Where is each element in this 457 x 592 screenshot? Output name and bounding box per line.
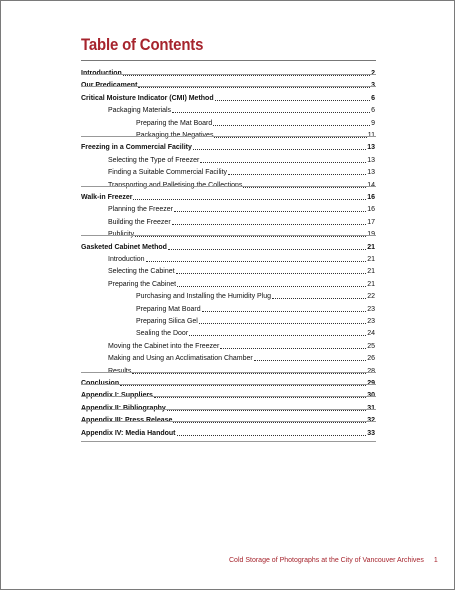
toc-entry-page-number: 32 [367, 417, 375, 425]
toc-entry-label: Planning the Freezer [108, 206, 173, 214]
toc-entry-page-number: 24 [367, 330, 375, 338]
toc-entry-label: Appendix I: Suppliers [81, 392, 153, 400]
toc-entry-page-number: 13 [367, 169, 375, 177]
toc-entry[interactable] [108, 156, 375, 165]
toc-entry[interactable] [136, 119, 375, 128]
section-divider [81, 384, 376, 385]
toc-entry[interactable] [108, 168, 375, 177]
section-divider [81, 136, 376, 137]
toc-entry[interactable] [108, 280, 375, 289]
toc-entry-page-number: 29 [367, 380, 375, 387]
toc-entry-label: Appendix IV: Media Handout [81, 429, 176, 437]
section-divider [81, 441, 376, 442]
section-divider [81, 409, 376, 410]
toc-entry[interactable] [81, 429, 375, 438]
toc-entry-label: Introduction [81, 70, 122, 77]
dot-leader [200, 156, 366, 163]
section-divider [81, 86, 376, 87]
section-divider [81, 396, 376, 397]
toc-entry[interactable] [108, 218, 375, 227]
toc-entry-page-number: 19 [367, 231, 375, 239]
toc-entry-page-number: 16 [367, 194, 375, 201]
toc-entry-page-number: 6 [371, 94, 375, 102]
toc-entry-page-number: 33 [367, 429, 375, 437]
toc-entry-page-number: 16 [367, 206, 375, 214]
toc-entry[interactable] [81, 94, 375, 103]
section-divider [81, 74, 376, 75]
dot-leader [146, 255, 367, 262]
toc-entry-label: Making and Using an Acclimatisation Chamber [108, 355, 253, 363]
dot-leader [176, 267, 367, 274]
section-divider [81, 372, 376, 373]
dot-leader [172, 106, 370, 113]
toc-entry-page-number: 22 [367, 293, 375, 301]
toc-entry-label: Building the Freezer [108, 218, 171, 226]
toc-entry[interactable] [81, 193, 375, 202]
toc-entry-label: Packaging the Negatives [136, 132, 214, 139]
toc-entry[interactable] [108, 342, 375, 351]
toc-entry-page-number: 25 [367, 342, 375, 350]
toc-entry[interactable] [136, 305, 375, 314]
footer-page-number: 1 [433, 557, 438, 564]
toc-entry-label: Sealing the Door [136, 330, 189, 338]
toc-entry-page-number: 14 [367, 181, 375, 189]
toc-entry-label: Moving the Cabinet into the Freezer [108, 342, 220, 350]
toc-entry-label: Results [108, 367, 132, 375]
toc-entry[interactable] [108, 106, 375, 115]
toc-entry-label: Preparing Silica Gel [136, 318, 198, 325]
toc-entry[interactable] [108, 354, 375, 363]
toc-entry[interactable] [108, 267, 375, 276]
section-divider [81, 186, 376, 187]
toc-entry-label: Selecting the Type of Freezer [108, 156, 200, 164]
toc-entry[interactable] [136, 292, 375, 301]
toc-entry[interactable] [81, 143, 375, 152]
footer-text: Cold Storage of Photographs at the City of Vancouver Archives [229, 557, 424, 564]
toc-entry-page-number: 26 [367, 355, 375, 363]
toc-entry-page-number: 21 [367, 280, 375, 288]
dot-leader [254, 354, 366, 361]
dot-leader [189, 329, 366, 336]
toc-entry-page-number: 21 [367, 268, 375, 276]
title-rule [81, 60, 376, 61]
toc-entry-page-number: 13 [367, 144, 375, 152]
dot-leader [272, 292, 366, 299]
section-divider [81, 235, 376, 236]
toc-entry[interactable] [108, 255, 375, 264]
toc-entry[interactable] [136, 329, 375, 338]
dot-leader [215, 94, 370, 101]
dot-leader [202, 305, 367, 312]
page-title: Table of Contents [81, 35, 204, 54]
dot-leader [193, 143, 366, 150]
toc-entry-label: Gasketed Cabinet Method [81, 243, 167, 251]
dot-leader [172, 218, 367, 225]
toc-entry-label: Our Predicament [81, 82, 138, 90]
toc-entry-label: Publicity [108, 231, 135, 239]
toc-entry-label: Purchasing and Installing the Humidity Plug [136, 293, 272, 301]
page-footer [229, 557, 438, 564]
dot-leader [177, 429, 367, 436]
toc-entry-page-number: 13 [367, 156, 375, 164]
dot-leader [177, 280, 366, 287]
toc-entry-page-number: 6 [371, 107, 375, 115]
dot-leader [220, 342, 366, 349]
toc-entry[interactable] [108, 205, 375, 214]
toc-entry-page-number: 21 [367, 243, 375, 251]
toc-entry-page-number: 31 [367, 404, 375, 412]
toc-entry-label: Introduction [108, 256, 145, 263]
dot-leader [133, 193, 366, 200]
dot-leader [213, 119, 370, 126]
toc-entry-page-number: 23 [367, 318, 375, 325]
toc-entry-label: Preparing the Mat Board [136, 119, 213, 127]
toc-entry[interactable] [81, 243, 375, 252]
dot-leader [199, 317, 366, 324]
toc-entry-label: Packaging Materials [108, 107, 172, 115]
dot-leader [168, 243, 366, 250]
toc-entry-label: Freezing in a Commercial Facility [81, 144, 192, 152]
toc-entry-label: Finding a Suitable Commercial Facility [108, 169, 228, 177]
toc-entry[interactable] [136, 317, 375, 326]
toc-entry-label: Appendix II: Bibliography [81, 404, 166, 412]
toc-entry-label: Preparing Mat Board [136, 305, 201, 313]
toc-entry-page-number: 30 [367, 392, 375, 400]
toc-entry-page-number: 11 [367, 132, 375, 139]
toc-entry-label: Walk-in Freezer [81, 194, 133, 201]
toc-entry-label: Critical Moisture Indicator (CMI) Method [81, 94, 214, 102]
toc-entry-page-number: 17 [367, 218, 375, 226]
toc-entry-label: Appendix III: Press Release [81, 417, 173, 425]
dot-leader [228, 168, 366, 175]
toc-entry-page-number: 3 [371, 82, 375, 90]
toc-entry-label: Preparing the Cabinet [108, 280, 177, 288]
toc-entry-page-number: 28 [367, 367, 375, 375]
toc-entry-page-number: 23 [367, 305, 375, 313]
toc-entry-label: Conclusion [81, 380, 120, 387]
toc-entry-page-number: 21 [367, 256, 375, 263]
toc-entry-label: Selecting the Cabinet [108, 268, 175, 276]
toc-entry-page-number: 9 [371, 119, 375, 127]
dot-leader [174, 205, 366, 212]
toc-entry-label: Transporting and Palletising the Collections [108, 181, 243, 189]
toc-entry-page-number: 2 [371, 70, 375, 77]
section-divider [81, 421, 376, 422]
